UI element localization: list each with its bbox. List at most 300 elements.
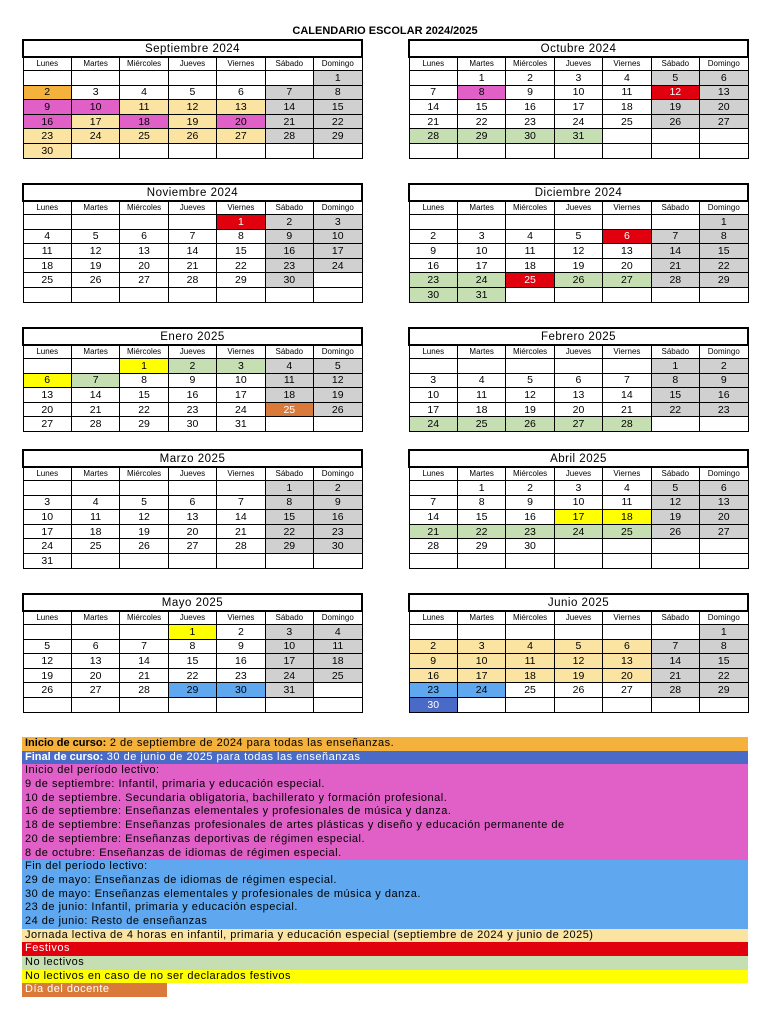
month-name: Noviembre 2024 bbox=[23, 184, 362, 201]
weekday-header: Jueves bbox=[554, 467, 602, 481]
legend bbox=[22, 737, 748, 997]
empty-cell bbox=[71, 359, 119, 374]
empty-cell bbox=[409, 625, 457, 640]
day-cell: 17 bbox=[409, 402, 457, 417]
day-cell: 25 bbox=[506, 683, 554, 698]
day-cell: 22 bbox=[457, 524, 505, 539]
day-cell: 10 bbox=[409, 388, 457, 403]
empty-cell bbox=[120, 481, 168, 496]
month-name: Marzo 2025 bbox=[23, 450, 362, 467]
empty-cell bbox=[700, 417, 748, 432]
month-name: Junio 2025 bbox=[409, 594, 748, 611]
month-name: Febrero 2025 bbox=[409, 328, 748, 345]
legend-text: Fin del período lectivo: bbox=[25, 860, 148, 873]
day-cell: 27 bbox=[23, 417, 71, 432]
weekday-header: Domingo bbox=[314, 345, 362, 359]
day-cell: 27 bbox=[700, 524, 748, 539]
month-name: Septiembre 2024 bbox=[23, 40, 362, 57]
day-cell: 18 bbox=[120, 114, 168, 129]
empty-cell bbox=[71, 215, 119, 230]
day-cell: 19 bbox=[554, 668, 602, 683]
empty-cell bbox=[265, 71, 313, 86]
empty-cell bbox=[314, 143, 362, 158]
legend-text: Inicio del período lectivo: bbox=[25, 764, 160, 777]
day-cell: 10 bbox=[314, 229, 362, 244]
day-cell: 23 bbox=[265, 258, 313, 273]
weekday-header: Sábado bbox=[265, 611, 313, 625]
legend-label: Inicio de curso: bbox=[25, 737, 107, 749]
day-cell: 11 bbox=[23, 244, 71, 259]
day-cell: 3 bbox=[409, 373, 457, 388]
empty-cell bbox=[71, 143, 119, 158]
weekday-header: Sábado bbox=[651, 611, 699, 625]
legend-text: 30 de mayo: Enseñanzas elementales y profesionales de música y danza. bbox=[25, 887, 421, 900]
weekday-header: Lunes bbox=[23, 57, 71, 71]
empty-cell bbox=[506, 553, 554, 568]
weekday-header: Viernes bbox=[217, 467, 265, 481]
day-cell: 25 bbox=[506, 273, 554, 288]
day-cell: 9 bbox=[409, 654, 457, 669]
day-cell: 28 bbox=[168, 273, 216, 288]
day-cell: 4 bbox=[314, 625, 362, 640]
day-cell: 3 bbox=[23, 495, 71, 510]
weekday-header: Martes bbox=[457, 201, 505, 215]
legend-row bbox=[22, 874, 748, 888]
day-cell: 17 bbox=[23, 524, 71, 539]
legend-text: 2 de septiembre de 2024 para todas las enseñanzas. bbox=[106, 737, 395, 749]
empty-cell bbox=[168, 143, 216, 158]
day-cell: 28 bbox=[651, 683, 699, 698]
day-cell: 11 bbox=[265, 373, 313, 388]
weekday-header: Miércoles bbox=[120, 611, 168, 625]
day-cell: 14 bbox=[217, 510, 265, 525]
empty-cell bbox=[314, 417, 362, 432]
empty-cell bbox=[217, 287, 265, 302]
weekday-header: Jueves bbox=[554, 611, 602, 625]
day-cell: 10 bbox=[71, 100, 119, 115]
day-cell: 3 bbox=[71, 85, 119, 100]
day-cell: 20 bbox=[23, 402, 71, 417]
day-cell: 1 bbox=[457, 71, 505, 86]
legend-row bbox=[22, 764, 748, 778]
weekday-header: Martes bbox=[457, 611, 505, 625]
legend-row bbox=[22, 888, 748, 902]
weekday-header: Domingo bbox=[700, 57, 748, 71]
legend-label: Final de curso: bbox=[25, 750, 104, 763]
day-cell: 21 bbox=[409, 524, 457, 539]
weekday-header: Viernes bbox=[603, 57, 651, 71]
empty-cell bbox=[314, 697, 362, 712]
day-cell: 16 bbox=[217, 654, 265, 669]
empty-cell bbox=[651, 539, 699, 554]
legend-text: No lectivos bbox=[25, 956, 85, 968]
empty-cell bbox=[409, 215, 457, 230]
empty-cell bbox=[554, 359, 602, 374]
day-cell: 3 bbox=[217, 359, 265, 374]
weekday-header: Miércoles bbox=[120, 467, 168, 481]
day-cell: 11 bbox=[506, 654, 554, 669]
day-cell: 18 bbox=[457, 402, 505, 417]
day-cell: 12 bbox=[651, 495, 699, 510]
day-cell: 30 bbox=[506, 129, 554, 144]
weekday-header: Viernes bbox=[217, 57, 265, 71]
day-cell: 19 bbox=[651, 510, 699, 525]
empty-cell bbox=[217, 481, 265, 496]
empty-cell bbox=[651, 143, 699, 158]
day-cell: 22 bbox=[265, 524, 313, 539]
legend-text: 16 de septiembre: Enseñanzas elementales y profesionales de música y danza. bbox=[25, 805, 452, 818]
day-cell: 31 bbox=[554, 129, 602, 144]
empty-cell bbox=[554, 553, 602, 568]
day-cell: 2 bbox=[409, 229, 457, 244]
day-cell: 4 bbox=[23, 229, 71, 244]
day-cell: 1 bbox=[265, 481, 313, 496]
day-cell: 25 bbox=[23, 273, 71, 288]
day-cell: 16 bbox=[314, 510, 362, 525]
legend-row bbox=[22, 915, 748, 929]
day-cell: 31 bbox=[457, 287, 505, 302]
month-calendar bbox=[22, 39, 363, 159]
day-cell: 9 bbox=[506, 495, 554, 510]
day-cell: 23 bbox=[409, 273, 457, 288]
empty-cell bbox=[603, 539, 651, 554]
day-cell: 16 bbox=[700, 388, 748, 403]
day-cell: 21 bbox=[265, 114, 313, 129]
day-cell: 15 bbox=[651, 388, 699, 403]
day-cell: 7 bbox=[651, 229, 699, 244]
weekday-header: Martes bbox=[71, 611, 119, 625]
empty-cell bbox=[71, 553, 119, 568]
weekday-header: Viernes bbox=[603, 345, 651, 359]
weekday-header: Viernes bbox=[217, 345, 265, 359]
empty-cell bbox=[314, 287, 362, 302]
empty-cell bbox=[700, 553, 748, 568]
day-cell: 7 bbox=[120, 639, 168, 654]
weekday-header: Lunes bbox=[23, 345, 71, 359]
day-cell: 20 bbox=[120, 258, 168, 273]
day-cell: 28 bbox=[217, 539, 265, 554]
day-cell: 24 bbox=[554, 114, 602, 129]
day-cell: 20 bbox=[217, 114, 265, 129]
day-cell: 14 bbox=[651, 244, 699, 259]
day-cell: 26 bbox=[23, 683, 71, 698]
empty-cell bbox=[457, 625, 505, 640]
day-cell: 12 bbox=[120, 510, 168, 525]
day-cell: 23 bbox=[506, 524, 554, 539]
empty-cell bbox=[409, 359, 457, 374]
day-cell: 23 bbox=[506, 114, 554, 129]
empty-cell bbox=[554, 143, 602, 158]
day-cell: 30 bbox=[265, 273, 313, 288]
empty-cell bbox=[457, 359, 505, 374]
day-cell: 5 bbox=[71, 229, 119, 244]
day-cell: 2 bbox=[700, 359, 748, 374]
weekday-header: Viernes bbox=[217, 611, 265, 625]
day-cell: 29 bbox=[168, 683, 216, 698]
day-cell: 4 bbox=[506, 229, 554, 244]
day-cell: 24 bbox=[71, 129, 119, 144]
day-cell: 7 bbox=[651, 639, 699, 654]
day-cell: 18 bbox=[71, 524, 119, 539]
day-cell: 17 bbox=[554, 510, 602, 525]
day-cell: 31 bbox=[217, 417, 265, 432]
legend-text: 10 de septiembre. Secundaria obligatoria, bachillerato y formación profesional. bbox=[25, 791, 448, 804]
day-cell: 14 bbox=[168, 244, 216, 259]
day-cell: 4 bbox=[71, 495, 119, 510]
empty-cell bbox=[700, 143, 748, 158]
day-cell: 6 bbox=[603, 229, 651, 244]
day-cell: 5 bbox=[554, 229, 602, 244]
day-cell: 1 bbox=[700, 215, 748, 230]
legend-row bbox=[22, 792, 748, 806]
empty-cell bbox=[506, 287, 554, 302]
legend-text: 9 de septiembre: Infantil, primaria y educación especial. bbox=[25, 778, 325, 791]
day-cell: 24 bbox=[457, 273, 505, 288]
empty-cell bbox=[23, 481, 71, 496]
day-cell: 23 bbox=[217, 668, 265, 683]
day-cell: 10 bbox=[457, 654, 505, 669]
weekday-header: Jueves bbox=[554, 201, 602, 215]
weekday-header: Sábado bbox=[651, 345, 699, 359]
empty-cell bbox=[265, 287, 313, 302]
empty-cell bbox=[265, 553, 313, 568]
day-cell: 13 bbox=[554, 388, 602, 403]
day-cell: 24 bbox=[554, 524, 602, 539]
day-cell: 23 bbox=[314, 524, 362, 539]
legend-text: 29 de mayo: Enseñanzas de idiomas de régimen especial. bbox=[25, 873, 337, 886]
empty-cell bbox=[120, 697, 168, 712]
weekday-header: Sábado bbox=[265, 467, 313, 481]
day-cell: 29 bbox=[120, 417, 168, 432]
legend-text: 20 de septiembre: Enseñanzas deportivas de régimen especial. bbox=[25, 832, 366, 845]
day-cell: 13 bbox=[120, 244, 168, 259]
day-cell: 2 bbox=[265, 215, 313, 230]
day-cell: 6 bbox=[700, 71, 748, 86]
day-cell: 11 bbox=[120, 100, 168, 115]
empty-cell bbox=[651, 625, 699, 640]
day-cell: 12 bbox=[651, 85, 699, 100]
day-cell: 3 bbox=[457, 639, 505, 654]
weekday-header: Sábado bbox=[265, 345, 313, 359]
weekday-header: Viernes bbox=[603, 467, 651, 481]
day-cell: 1 bbox=[457, 481, 505, 496]
empty-cell bbox=[603, 215, 651, 230]
empty-cell bbox=[554, 539, 602, 554]
day-cell: 3 bbox=[314, 215, 362, 230]
day-cell: 26 bbox=[314, 402, 362, 417]
day-cell: 13 bbox=[603, 244, 651, 259]
empty-cell bbox=[23, 71, 71, 86]
empty-cell bbox=[71, 481, 119, 496]
month-calendar bbox=[408, 39, 749, 159]
day-cell: 5 bbox=[651, 71, 699, 86]
day-cell: 26 bbox=[71, 273, 119, 288]
weekday-header: Lunes bbox=[409, 611, 457, 625]
empty-cell bbox=[409, 71, 457, 86]
month-name: Mayo 2025 bbox=[23, 594, 362, 611]
day-cell: 6 bbox=[71, 639, 119, 654]
day-cell: 3 bbox=[554, 71, 602, 86]
day-cell: 3 bbox=[265, 625, 313, 640]
legend-row bbox=[22, 847, 748, 861]
day-cell: 4 bbox=[265, 359, 313, 374]
legend-text: 24 de junio: Resto de enseñanzas bbox=[25, 914, 208, 927]
day-cell: 13 bbox=[603, 654, 651, 669]
empty-cell bbox=[603, 287, 651, 302]
day-cell: 28 bbox=[651, 273, 699, 288]
day-cell: 9 bbox=[23, 100, 71, 115]
weekday-header: Viernes bbox=[603, 201, 651, 215]
weekday-header: Domingo bbox=[314, 611, 362, 625]
day-cell: 24 bbox=[217, 402, 265, 417]
empty-cell bbox=[651, 553, 699, 568]
day-cell: 6 bbox=[23, 373, 71, 388]
day-cell: 18 bbox=[603, 510, 651, 525]
day-cell: 18 bbox=[506, 258, 554, 273]
day-cell: 29 bbox=[700, 273, 748, 288]
legend-row bbox=[22, 983, 167, 997]
day-cell: 25 bbox=[71, 539, 119, 554]
day-cell: 8 bbox=[314, 85, 362, 100]
day-cell: 2 bbox=[314, 481, 362, 496]
legend-text: No lectivos en caso de no ser declarados festivos bbox=[25, 969, 292, 982]
day-cell: 25 bbox=[603, 114, 651, 129]
empty-cell bbox=[554, 287, 602, 302]
day-cell: 5 bbox=[314, 359, 362, 374]
day-cell: 4 bbox=[120, 85, 168, 100]
day-cell: 23 bbox=[700, 402, 748, 417]
day-cell: 11 bbox=[71, 510, 119, 525]
weekday-header: Jueves bbox=[168, 611, 216, 625]
day-cell: 8 bbox=[700, 229, 748, 244]
day-cell: 15 bbox=[217, 244, 265, 259]
day-cell: 20 bbox=[700, 100, 748, 115]
month-name: Abril 2025 bbox=[409, 450, 748, 467]
empty-cell bbox=[23, 359, 71, 374]
day-cell: 14 bbox=[651, 654, 699, 669]
day-cell: 29 bbox=[457, 539, 505, 554]
day-cell: 6 bbox=[554, 373, 602, 388]
day-cell: 2 bbox=[409, 639, 457, 654]
day-cell: 30 bbox=[217, 683, 265, 698]
empty-cell bbox=[120, 143, 168, 158]
day-cell: 27 bbox=[71, 683, 119, 698]
day-cell: 17 bbox=[457, 258, 505, 273]
weekday-header: Jueves bbox=[168, 57, 216, 71]
day-cell: 12 bbox=[71, 244, 119, 259]
day-cell: 8 bbox=[265, 495, 313, 510]
day-cell: 25 bbox=[314, 668, 362, 683]
empty-cell bbox=[506, 697, 554, 712]
day-cell: 5 bbox=[23, 639, 71, 654]
day-cell: 18 bbox=[23, 258, 71, 273]
day-cell: 6 bbox=[603, 639, 651, 654]
empty-cell bbox=[217, 553, 265, 568]
weekday-header: Miércoles bbox=[506, 345, 554, 359]
empty-cell bbox=[700, 129, 748, 144]
day-cell: 12 bbox=[506, 388, 554, 403]
empty-cell bbox=[120, 71, 168, 86]
day-cell: 12 bbox=[168, 100, 216, 115]
empty-cell bbox=[457, 143, 505, 158]
empty-cell bbox=[603, 129, 651, 144]
day-cell: 25 bbox=[603, 524, 651, 539]
legend-row bbox=[22, 819, 748, 833]
weekday-header: Martes bbox=[71, 57, 119, 71]
day-cell: 19 bbox=[71, 258, 119, 273]
day-cell: 27 bbox=[217, 129, 265, 144]
day-cell: 5 bbox=[554, 639, 602, 654]
weekday-header: Martes bbox=[71, 201, 119, 215]
day-cell: 1 bbox=[168, 625, 216, 640]
day-cell: 19 bbox=[23, 668, 71, 683]
day-cell: 28 bbox=[120, 683, 168, 698]
day-cell: 7 bbox=[71, 373, 119, 388]
day-cell: 18 bbox=[314, 654, 362, 669]
day-cell: 16 bbox=[409, 258, 457, 273]
empty-cell bbox=[168, 287, 216, 302]
legend-row bbox=[22, 778, 748, 792]
day-cell: 16 bbox=[506, 510, 554, 525]
empty-cell bbox=[71, 625, 119, 640]
day-cell: 19 bbox=[506, 402, 554, 417]
day-cell: 19 bbox=[168, 114, 216, 129]
weekday-header: Miércoles bbox=[120, 345, 168, 359]
empty-cell bbox=[265, 697, 313, 712]
day-cell: 12 bbox=[554, 654, 602, 669]
day-cell: 23 bbox=[23, 129, 71, 144]
day-cell: 21 bbox=[217, 524, 265, 539]
day-cell: 7 bbox=[265, 85, 313, 100]
day-cell: 8 bbox=[168, 639, 216, 654]
day-cell: 3 bbox=[457, 229, 505, 244]
legend-text: 23 de junio: Infantil, primaria y educación especial. bbox=[25, 901, 298, 914]
day-cell: 20 bbox=[603, 258, 651, 273]
day-cell: 19 bbox=[120, 524, 168, 539]
empty-cell bbox=[554, 625, 602, 640]
day-cell: 18 bbox=[506, 668, 554, 683]
day-cell: 6 bbox=[217, 85, 265, 100]
day-cell: 7 bbox=[409, 85, 457, 100]
day-cell: 2 bbox=[506, 71, 554, 86]
weekday-header: Domingo bbox=[700, 345, 748, 359]
weekday-header: Jueves bbox=[168, 201, 216, 215]
day-cell: 21 bbox=[603, 402, 651, 417]
day-cell: 25 bbox=[457, 417, 505, 432]
day-cell: 20 bbox=[554, 402, 602, 417]
day-cell: 7 bbox=[603, 373, 651, 388]
weekday-header: Miércoles bbox=[506, 611, 554, 625]
legend-text: Día del docente bbox=[25, 983, 110, 996]
day-cell: 26 bbox=[120, 539, 168, 554]
empty-cell bbox=[409, 481, 457, 496]
month-calendar bbox=[408, 593, 749, 713]
day-cell: 16 bbox=[23, 114, 71, 129]
weekday-header: Domingo bbox=[314, 467, 362, 481]
weekday-header: Sábado bbox=[265, 57, 313, 71]
empty-cell bbox=[603, 359, 651, 374]
empty-cell bbox=[506, 143, 554, 158]
day-cell: 26 bbox=[651, 114, 699, 129]
empty-cell bbox=[651, 697, 699, 712]
day-cell: 7 bbox=[168, 229, 216, 244]
empty-cell bbox=[603, 625, 651, 640]
empty-cell bbox=[603, 143, 651, 158]
empty-cell bbox=[651, 215, 699, 230]
day-cell: 4 bbox=[506, 639, 554, 654]
day-cell: 10 bbox=[554, 85, 602, 100]
day-cell: 24 bbox=[457, 683, 505, 698]
